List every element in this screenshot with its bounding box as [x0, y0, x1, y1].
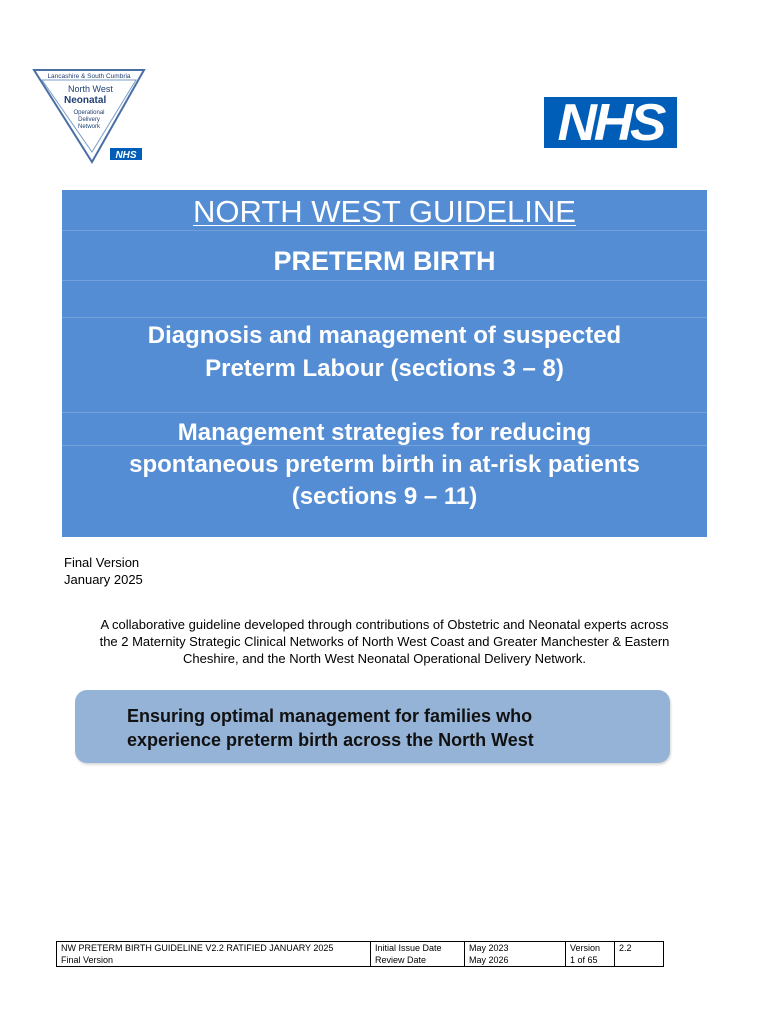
section-management-line3: (sections 9 – 11): [291, 483, 478, 510]
footer-page-number: 1 of 65: [566, 954, 615, 967]
version-date: January 2025: [64, 572, 143, 587]
version-status: Final Version: [64, 555, 140, 570]
collaboration-line3: Cheshire, and the North West Neonatal Operational Delivery Network.: [183, 651, 586, 666]
section-diagnosis-line2: Preterm Labour (sections 3 – 8): [205, 355, 564, 382]
footer-table: [56, 941, 664, 967]
section-diagnosis-line1: Diagnosis and management of suspected: [147, 322, 622, 349]
footer-version-label: Version: [566, 942, 615, 955]
footer-doc-title: NW PRETERM BIRTH GUIDELINE V2.2 RATIFIED JANUARY 2025: [57, 942, 371, 955]
mission-callout: [75, 690, 670, 763]
title-box: [62, 190, 707, 537]
footer-issue-label: Initial Issue Date: [371, 942, 465, 955]
version-block: [64, 554, 143, 588]
footer-empty-cell: [615, 954, 664, 967]
logo-subtitle-line3: Network: [77, 124, 101, 130]
collaboration-text: [62, 616, 707, 667]
logo-nhs-badge-text: NHS: [115, 150, 137, 161]
logo-subtitle-line1: Operational: [73, 110, 105, 116]
logo-title-line2: Neonatal: [64, 95, 107, 106]
footer-review-label: Review Date: [371, 954, 465, 967]
section-management-line2: spontaneous preterm birth in at-risk patients: [129, 451, 640, 478]
footer-review-value: May 2026: [465, 954, 566, 967]
mission-line2: experience preterm birth across the North West: [127, 730, 534, 750]
guideline-subheading: PRETERM BIRTH: [273, 246, 496, 276]
mission-line1: Ensuring optimal management for families who: [127, 706, 533, 726]
collaboration-line2: the 2 Maternity Strategic Clinical Networks of North West Coast and Greater Manchester & Eastern: [99, 634, 670, 649]
logo-title-line1: North West: [68, 84, 113, 94]
collaboration-line1: A collaborative guideline developed through contributions of Obstetric and Neonatal experts across: [100, 617, 669, 632]
nhs-logo: [544, 93, 677, 152]
footer-doc-status: Final Version: [57, 954, 371, 967]
footer-version-value: 2.2: [615, 942, 664, 955]
footer-issue-value: May 2023: [465, 942, 566, 955]
network-logo: [32, 68, 146, 164]
section-management-line1: Management strategies for reducing: [177, 419, 592, 446]
section-diagnosis: [62, 319, 707, 385]
mission-text: [127, 704, 534, 752]
section-management: [62, 417, 707, 513]
logo-subtitle-line2: Delivery: [78, 117, 100, 123]
nhs-logo-text: NHS: [557, 93, 664, 152]
logo-region-text: Lancashire & South Cumbria: [47, 73, 131, 80]
guideline-heading: NORTH WEST GUIDELINE: [193, 194, 576, 229]
